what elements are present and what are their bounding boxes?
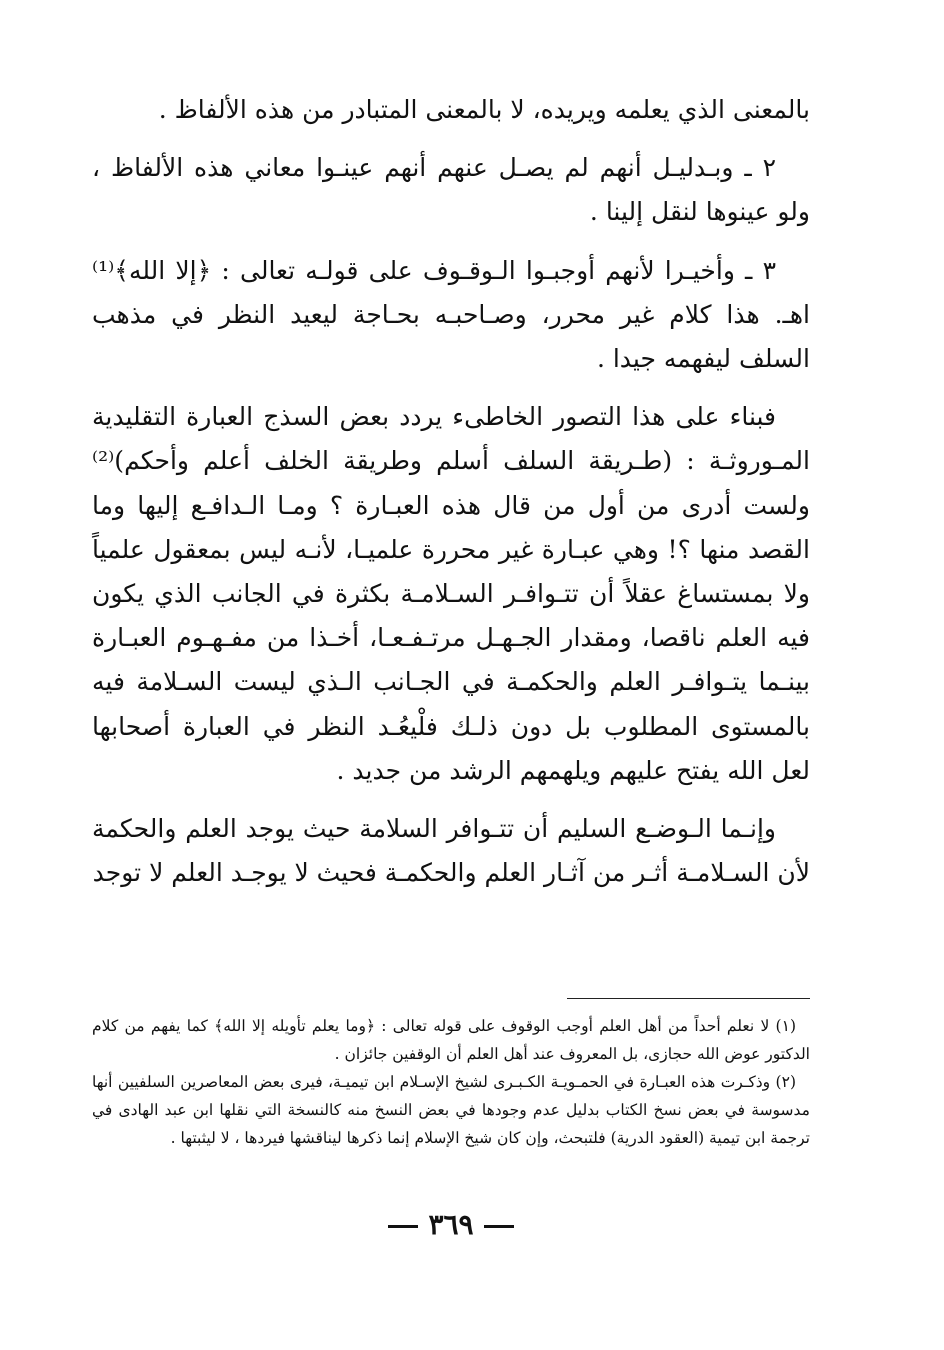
page-number-dash-left xyxy=(388,1225,418,1228)
page-number xyxy=(92,1208,810,1241)
footnote-1: (١) لا نعلم أحداً من أهل العلم أوجب الوقوف على قوله تعالى : ﴿وما يعلم تأويله إلا الله﴾ كما يفهم من كلام الدكتور عوض الله حجازى، بل المعروف عند أهل العلم أن الوقفين جائزان . xyxy=(92,1017,810,1063)
book-page xyxy=(92,88,810,1258)
paragraph-conclusion: وإنـما الـوضـع السليم أن تتـوافر السلامة حيث يوجد العلم والحكمة لأن السـلامـة أثـر من آثـار العلم والحكمـة فحيث لا يوجـد العلم لا توجد xyxy=(92,814,810,888)
page-number-value: ٣٦٩ xyxy=(428,1208,474,1241)
paragraph-point-2: ٢ ـ وبـدليـل أنهم لم يصـل عنهم أنهم عينـوا معاني هذه الألفاظ ، ولو عينوها لنقل إلينا . xyxy=(92,153,810,227)
page-number-dash-right xyxy=(484,1225,514,1228)
paragraph-continuation: بالمعنى الذي يعلمه ويريده، لا بالمعنى المتبادر من هذه الألفاظ . xyxy=(158,95,810,124)
main-text xyxy=(92,88,810,895)
footnote-separator xyxy=(567,998,810,999)
paragraph-point-3: ٣ ـ وأخيـرا لأنهم أوجبـوا الـوقـوف على قولـه تعالى : ﴿إلا الله﴾⁽¹⁾ اهـ. هذا كلام غير محرر، وصـاحبـه بحـاجة ليعيد النظر في مذهب السلف ليفهمه جيدا . xyxy=(92,255,810,374)
footnotes xyxy=(92,1012,810,1152)
footnote-2: (٢) وذكـرت هذه العبـارة في الحمـويـة الكـبـرى لشيخ الإسـلام ابن تيميـة، فيرى بعض المعاصرين السلفيين أنها مدسوسة في بعض نسخ الكتاب بدليل عدم وجودها في بعض النسخ منه كالنسخة التي نقلها ابن عبد الهادى في ترجمة ابن تيمية (العقود الدرية) فلتبحث، وإن كان شيخ الإسلام إنما ذكرها ليناقشها فيردها ، لا ليثبتها . xyxy=(92,1073,810,1147)
paragraph-critique: فبناء على هذا التصور الخاطىء يردد بعض السذج العبارة التقليدية المـوروثـة : (طـريقة السلف أسلم وطريقة الخلف أعلم وأحكم)⁽²⁾ ولست أدرى من أول من قال هذه العبـارة ؟ ومـا الـدافـع إليها وما القصد منها ؟! وهي عبـارة غير محررة علميـا، لأنـه ليس بمعقول علمياً ولا بمستساغ عقلاً أن تتـوافـر السـلامـة بكثرة في الجانب الذي يكون فيه العلم ناقصا، ومقدار الجـهـل مرتـفـعـا، أخـذا من مفـهـوم العبـارة بينـما يتـوافـر العلم والحكمـة في الجـانب الـذي ليست السـلامة فيه بالمستوى المطلوب بل دون ذلـك فلْيعُـد النظر في العبارة أصحابها لعل الله يفتح عليهم ويلهمهم الرشد من جديد . xyxy=(92,402,810,785)
